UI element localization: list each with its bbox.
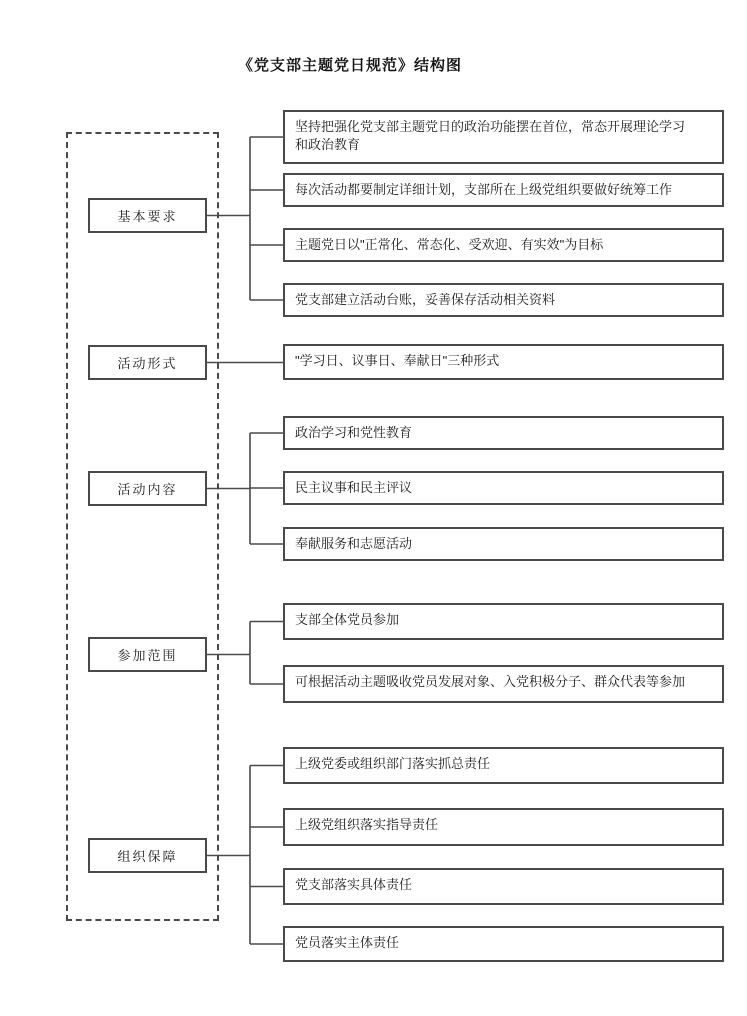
detail-box-4-1 <box>283 603 724 640</box>
detail-box-2-1 <box>283 344 724 380</box>
detail-box-1-1 <box>283 110 724 164</box>
detail-text: 上级党委或组织部门落实抓总责任 <box>295 756 491 771</box>
detail-text: "学习日、议事日、奉献日"三种形式 <box>295 353 500 368</box>
detail-box-5-3 <box>283 868 724 905</box>
category-label: 基本要求 <box>117 209 178 224</box>
detail-box-1-4 <box>283 283 724 317</box>
detail-text: 主题党日以"正常化、常态化、受欢迎、有实效"为目标 <box>295 237 604 252</box>
detail-box-5-1 <box>283 747 724 784</box>
category-label: 活动内容 <box>117 482 178 497</box>
detail-text: 每次活动都要制定详细计划，支部所在上级党组织要做好统筹工作 <box>295 182 673 197</box>
category-box-1 <box>88 198 207 233</box>
category-box-2 <box>88 345 207 380</box>
detail-text: 奉献服务和志愿活动 <box>295 536 413 551</box>
detail-text: 坚持把强化党支部主题党日的政治功能摆在首位，常态开展理论学习和政治教育 <box>295 119 686 152</box>
detail-box-3-2 <box>283 471 724 505</box>
detail-box-3-1 <box>283 416 724 450</box>
detail-box-3-3 <box>283 527 724 561</box>
category-label: 组织保障 <box>117 849 178 864</box>
category-group-outline <box>66 132 219 921</box>
detail-text: 党员落实主体责任 <box>295 935 400 950</box>
detail-box-5-4 <box>283 926 724 962</box>
category-box-4 <box>88 637 207 672</box>
detail-text: 可根据活动主题吸收党员发展对象、入党积极分子、群众代表等参加 <box>295 674 686 689</box>
detail-text: 政治学习和党性教育 <box>295 425 413 440</box>
detail-text: 支部全体党员参加 <box>295 612 400 627</box>
detail-box-1-2 <box>283 173 724 207</box>
detail-box-4-2 <box>283 665 724 703</box>
detail-text: 党支部落实具体责任 <box>295 877 413 892</box>
category-box-5 <box>88 838 207 873</box>
detail-box-1-3 <box>283 228 724 262</box>
detail-text: 党支部建立活动台账，妥善保存活动相关资料 <box>295 292 556 307</box>
detail-box-5-2 <box>283 808 724 846</box>
diagram-title: 《党支部主题党日规范》结构图 <box>237 57 462 74</box>
category-box-3 <box>88 471 207 506</box>
detail-text: 民主议事和民主评议 <box>295 480 413 495</box>
category-label: 参加范围 <box>117 648 178 663</box>
category-label: 活动形式 <box>117 356 178 371</box>
detail-text: 上级党组织落实指导责任 <box>295 817 439 832</box>
